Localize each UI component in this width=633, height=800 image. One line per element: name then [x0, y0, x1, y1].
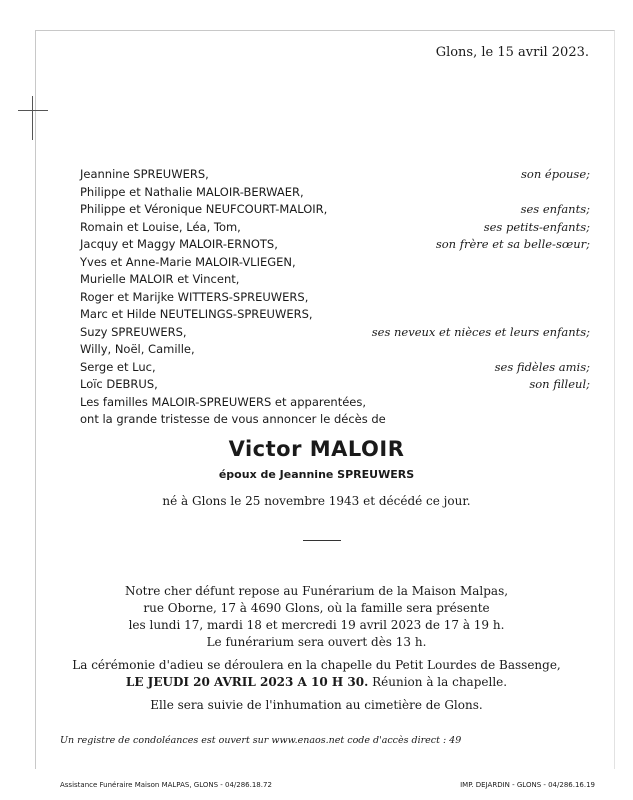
family-row [80, 236, 590, 254]
family-names: Philippe et Véronique NEUFCOURT-MALOIR, [80, 202, 328, 216]
family-relation: ses enfants; [520, 202, 590, 216]
details-line: Le funérarium sera ouvert dès 13 h. [206, 635, 427, 649]
cross-icon [18, 96, 48, 140]
details-line: les lundi 17, mardi 18 et mercredi 19 avril 2023 de 17 à 19 h. [128, 618, 505, 632]
family-names: Willy, Noël, Camille, [80, 342, 195, 356]
family-names: Les familles MALOIR-SPREUWERS et apparentées, [80, 394, 367, 409]
details-line: La cérémonie d'adieu se déroulera en la chapelle du Petit Lourdes de Bassenge, [72, 658, 561, 672]
funeral-details [0, 583, 633, 714]
family-names: Philippe et Nathalie MALOIR-BERWAER, [80, 184, 304, 199]
birth-line: né à Glons le 25 novembre 1943 et décédé ce jour. [162, 494, 471, 508]
family-relation: son filleul; [529, 377, 590, 391]
family-names: Suzy SPREUWERS, [80, 324, 187, 339]
details-line: Elle sera suivie de l'inhumation au cimetière de Glons. [150, 698, 483, 712]
family-names: Roger et Marijke WITTERS-SPREUWERS, [80, 289, 309, 304]
family-relation: ses petits-enfants; [483, 219, 590, 234]
family-names: Romain et Louise, Léa, Tom, [80, 219, 241, 234]
family-names: Murielle MALOIR et Vincent, [80, 272, 240, 286]
ceremony-rest: Réunion à la chapelle. [368, 675, 508, 689]
deceased-name: Victor MALOIR [228, 437, 405, 461]
family-names: Marc et Hilde NEUTELINGS-SPREUWERS, [80, 307, 313, 321]
family-relation: ses neveux et nièces et leurs enfants; [371, 324, 590, 339]
family-names: Yves et Anne-Marie MALOIR-VLIEGEN, [80, 254, 296, 269]
family-row [80, 376, 590, 394]
spouse-line: époux de Jeannine SPREUWERS [218, 468, 415, 481]
ceremony-line [0, 674, 633, 691]
ceremony-date: LE JEUDI 20 AVRIL 2023 A 10 H 30. [125, 675, 369, 689]
family-row [80, 201, 590, 219]
details-line: rue Oborne, 17 à 4690 Glons, où la famille sera présente [143, 601, 490, 615]
family-row [80, 166, 590, 184]
family-row [80, 341, 590, 359]
family-names: Jeannine SPREUWERS, [80, 167, 209, 181]
family-row [80, 184, 590, 202]
family-names: Serge et Luc, [80, 359, 156, 374]
footer-funeral-home: Assistance Funéraire Maison MALPAS, GLONS - 04/286.18.72 [60, 781, 272, 789]
family-relation: ses fidèles amis; [494, 359, 590, 374]
family-relation: son épouse; [521, 167, 590, 181]
family-names: Loïc DEBRUS, [80, 377, 158, 391]
family-row [80, 289, 590, 307]
registry-note: Un registre de condoléances est ouvert sur www.enaos.net code d'accès direct : 49 [60, 735, 462, 746]
family-row [80, 219, 590, 237]
family-row [80, 254, 590, 272]
family-row [80, 271, 590, 289]
divider [303, 540, 341, 541]
family-names: Jacquy et Maggy MALOIR-ERNOTS, [80, 237, 278, 251]
details-line: Notre cher défunt repose au Funérarium de la Maison Malpas, [124, 584, 509, 598]
family-row [80, 306, 590, 324]
footer-printer: IMP. DEJARDIN - GLONS - 04/286.16.19 [460, 781, 595, 789]
announcement-text: ont la grande tristesse de vous annoncer le décès de [80, 412, 386, 426]
family-list [80, 166, 590, 411]
date-line: Glons, le 15 avril 2023. [435, 45, 589, 60]
family-row [80, 359, 590, 377]
family-relation: son frère et sa belle-sœur; [435, 237, 590, 251]
family-row [80, 394, 590, 412]
family-row [80, 324, 590, 342]
